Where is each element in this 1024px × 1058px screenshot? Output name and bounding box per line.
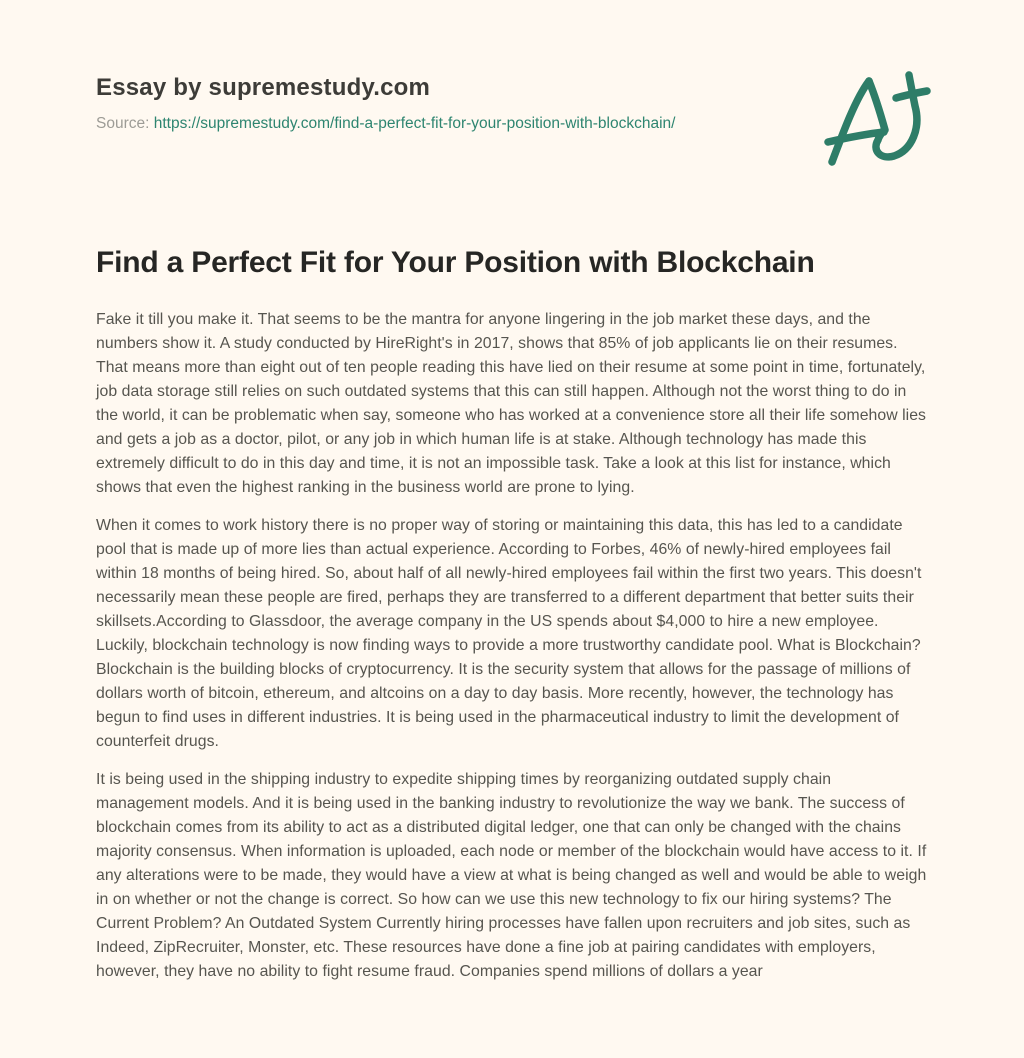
page-header [96,74,928,133]
source-line [96,115,928,133]
source-label: Source: [96,115,150,132]
a-plus-logo-icon [822,68,942,168]
article-paragraph: It is being used in the shipping industry to expedite shipping times by reorganizing outdated supply chain management models. And it is being used in the banking industry to revolutionize the way we bank. The success of blockchain comes from its ability to act as a distributed digital ledger, one that can only be changed with the chains majority consensus. When information is uploaded, each node or member of the blockchain would have access to it. If any alterations were to be made, they would have a view at what is being changed as well and would be able to weigh in on whether or not the change is correct. So how can we use this new technology to fix our hiring systems? The Current Problem? An Outdated System Currently hiring processes have fallen upon recruiters and job sites, such as Indeed, ZipRecruiter, Monster, etc. These resources have done a fine job at pairing candidates with employers, however, they have no ability to fight resume fraud. Companies spend millions of dollars a year [96,771,927,980]
article-paragraph: Fake it till you make it. That seems to be the mantra for anyone lingering in the job market these days, and the numbers show it. A study conducted by HireRight's in 2017, shows that 85% of job applicants lie on their resumes. That means more than eight out of ten people reading this have lied on their resume at some point in time, fortunately, job data storage still relies on such outdated systems that this can still happen. Although not the worst thing to do in the world, it can be problematic when say, someone who has worked at a convenience store all their life somehow lies and gets a job as a doctor, pilot, or any job in which human life is at stake. Although technology has made this extremely difficult to do in this day and time, it is not an impossible task. Take a look at this list for instance, which shows that even the highest ranking in the business world are prone to lying. [96,311,927,496]
source-url-link[interactable]: https://supremestudy.com/find-a-perfect-fit-for-your-position-with-blockchain/ [153,115,676,132]
article-body [96,308,928,984]
site-title: Essay by supremestudy.com [96,74,431,101]
article-paragraph: When it comes to work history there is no proper way of storing or maintaining this data, this has led to a candidate pool that is made up of more lies than actual experience. According to Forbes, 46% of newly-hired employees fail within 18 months of being hired. So, about half of all newly-hired employees fail within the first two years. This doesn't necessarily mean these people are fired, perhaps they are transferred to a different department that better suits their skillsets.According to Glassdoor, the average company in the US spends about $4,000 to hire a new employee. Luckily, blockchain technology is now finding ways to provide a more trustworthy candidate pool. What is Blockchain? Blockchain is the building blocks of cryptocurrency. It is the security system that allows for the passage of millions of dollars worth of bitcoin, ethereum, and altcoins on a day to day basis. More recently, however, the technology has begun to find uses in different industries. It is being used in the pharmaceutical industry to limit the development of counterfeit drugs. [96,517,922,750]
article-title: Find a Perfect Fit for Your Position with Blockchain [96,246,815,279]
